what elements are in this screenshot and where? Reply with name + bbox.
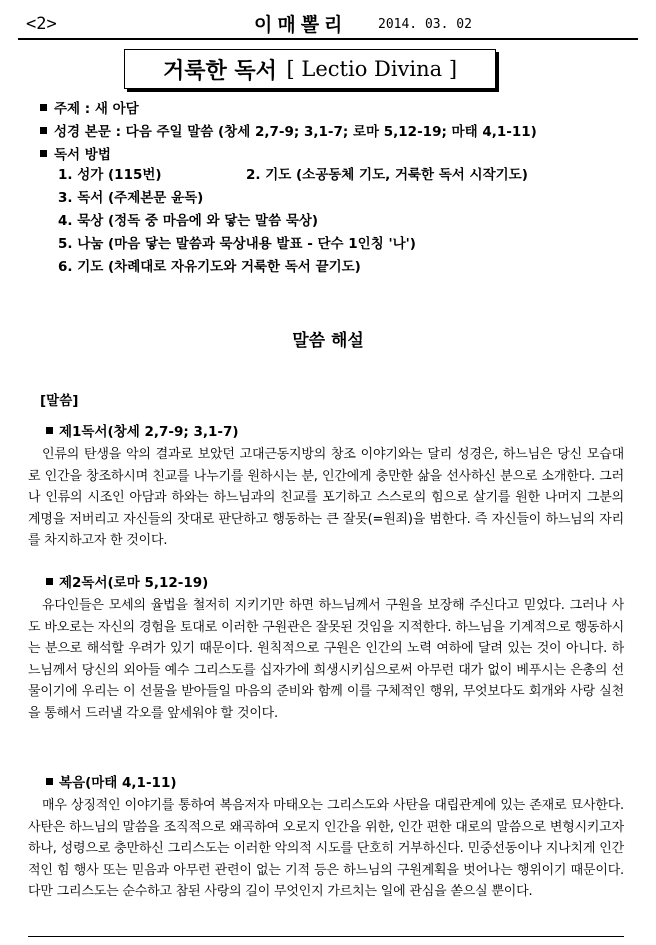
theme-text: 주제 : 새 아담 — [54, 101, 139, 117]
reading1-text: 인류의 탄생을 악의 결과로 보았던 고대근동지방의 창조 이야기와는 달리 성경은, 하느님은 당신 모습대로 인간을 창조하시며 친교를 나누기를 원하시는 분, 인간에게 충만한 삶을 선사하신 분으로 소개한다. 그러나 인류의 시조인 아담과 하와는 하느님과의 친교를 포기하고 스스로의 힘으로 살기를 원한 나머지 그분의 계명을 저버리고 자신들의 잣대로 판단하고 행동하는 큰 잘못(=원죄)을 범한다. 즉 자신들이 하느님의 자리를 차지하고자 한 것이다. — [28, 447, 624, 548]
page-number: <2> — [26, 14, 57, 34]
gospel-title-row — [46, 771, 177, 791]
square-bullet-icon — [40, 150, 47, 157]
step-2: 2. 기도 (소공동체 기도, 거룩한 독서 시작기도) — [246, 167, 528, 183]
reading2-text: 유다인들은 모세의 율법을 철저히 지키기만 하면 하느님께서 구원을 보장해 주신다고 믿었다. 그러나 사도 바오로는 자신의 경험을 토대로 이러한 구원관은 잘못된 것임을 지적한다. 하느님을 기계적으로 행동하시는 분으로 해석할 우려가 있기 때문이다. 원칙적으로 구원은 인간의 노력 여하에 달려 있는 것이 아니다. 하느님께서 당신의 외아들 예수 그리스도를 십자가에 희생시키심으로써 아무런 대가 없이 베푸시는 은총의 선물이기에 우리는 이 선물을 받아들일 마음의 준비와 함께 이를 구체적인 행위, 무엇보다도 회개와 사랑 실천을 통해서 드러낼 각오를 앞세워야 할 것이다. — [28, 598, 624, 721]
publication-date: 2014. 03. 02 — [378, 17, 472, 32]
main-title-latin: [ Lectio Divina ] — [286, 57, 458, 81]
method-steps — [58, 164, 638, 279]
reading2-title: 제2독서(로마 5,12-19) — [59, 575, 209, 591]
page-header — [18, 8, 638, 36]
scripture-row — [40, 121, 640, 144]
theme-row — [40, 98, 640, 121]
step-5: 5. 나눔 (마음 닿는 말씀과 묵상내용 발표 - 단수 1인칭 '나') — [58, 236, 416, 252]
step-3: 3. 독서 (주제본문 윤독) — [58, 190, 204, 206]
square-bullet-icon — [46, 427, 53, 434]
square-bullet-icon — [46, 578, 53, 585]
step-4: 4. 묵상 (정독 중 마음에 와 닿는 말씀 묵상) — [58, 213, 319, 229]
commentary-heading: 말씀 해설 — [292, 331, 364, 351]
scripture-text: 성경 본문 : 다음 주일 말씀 (창세 2,7-9; 3,1-7; 로마 5,12-19; 마태 4,1-11) — [54, 124, 537, 140]
method-label: 독서 방법 — [54, 147, 111, 163]
header-divider — [18, 38, 638, 40]
reading-info — [40, 98, 640, 167]
step-row-6 — [58, 256, 638, 279]
reading1-title-row — [46, 420, 239, 440]
square-bullet-icon — [40, 127, 47, 134]
step-row-3 — [58, 187, 638, 210]
reading1-title: 제1독서(창세 2,7-9; 3,1-7) — [59, 424, 239, 440]
step-1: 1. 성가 (115번) — [58, 167, 162, 183]
main-title-korean: 거룩한 독서 — [162, 57, 277, 84]
publication-title: 이매뽈리 — [254, 14, 348, 36]
gospel-text: 매우 상징적인 이야기를 통하여 복음저자 마태오는 그리스도와 사탄을 대립관계에 있는 존재로 묘사한다. 사탄은 하느님의 말씀을 조직적으로 왜곡하여 오로지 인간을 위한, 인간 편한 대로의 말씀으로 변형시키고자 하나, 성령으로 충만하신 그리스도는 이러한 악의적 시도를 단호히 거부하신다. 민중선동이나 지나치게 인간적인 힘 행사 또는 믿음과 아무런 관련이 없는 기적 등은 하느님의 구원계획을 벗어나는 행위이기 때문이다. 다만 그리스도는 순수하고 참된 사랑의 길이 무엇인지 가르치는 일에 관심을 쏟으실 뿐이다. — [28, 798, 624, 899]
step-row-4 — [58, 210, 638, 233]
square-bullet-icon — [46, 778, 53, 785]
main-title-box — [124, 49, 496, 89]
word-label: [말씀] — [40, 393, 79, 409]
step-6: 6. 기도 (차례대로 자유기도와 거룩한 독서 끝기도) — [58, 259, 361, 275]
step-row-1 — [58, 164, 638, 187]
reading2-title-row — [46, 571, 208, 591]
bottom-divider — [28, 936, 624, 937]
step-row-5 — [58, 233, 638, 256]
gospel-title: 복음(마태 4,1-11) — [59, 775, 177, 791]
square-bullet-icon — [40, 104, 47, 111]
